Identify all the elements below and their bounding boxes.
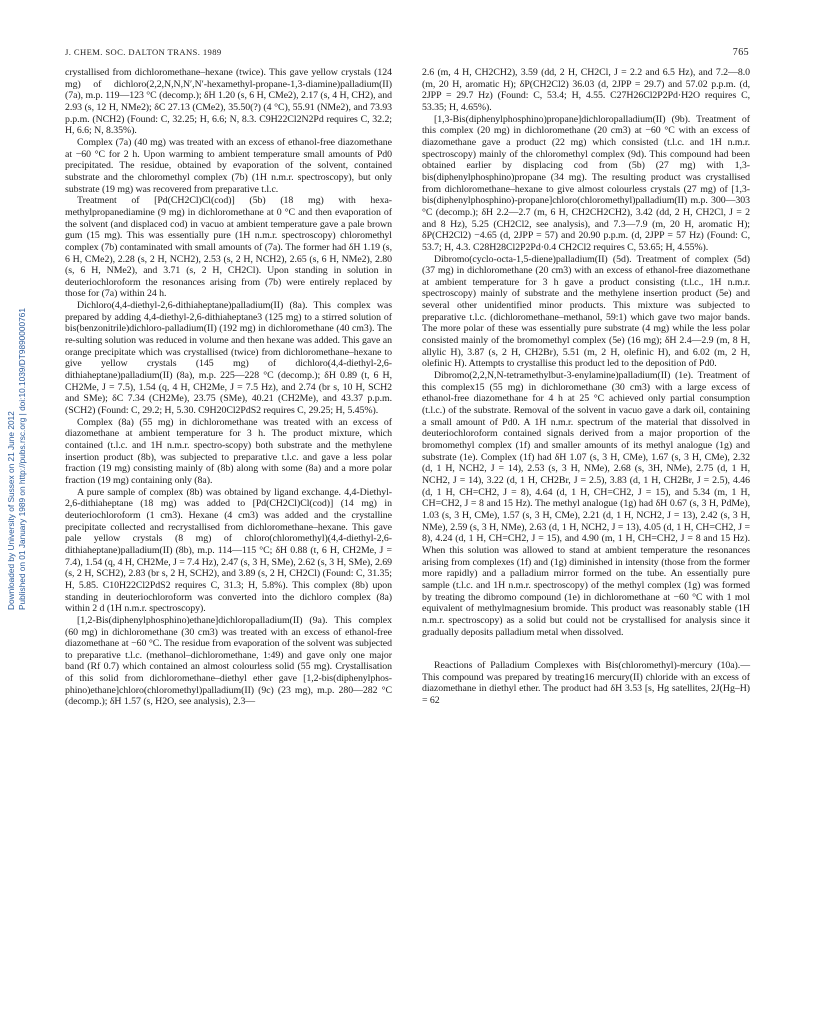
paragraph: Complex (8a) (55 mg) in dichloromethane was treated with an excess of diazomethane at ambient temperature for 3 h. The product mixture, which contained (t.l.c. and 1H n.m.r. spectro-scopy) both substrate and the methylene insertion product (8b), was subjected to preparative t.l.c. and gave a less polar fraction (19 mg) consisting mainly of (8b) along with some (8a) and a more polar fraction (19 mg) containing only (8a). [65,416,392,486]
left-column [65,67,392,708]
paragraph: crystallised from dichloromethane–hexane (twice). This gave yellow crystals (124 mg) of dichloro(2,2,N,N,N′,N′-hexamethyl-propane-1,3-diamine)palladium(II) (7a), m.p. 119—123 °C (decomp.); δH 1.20 (s, 6 H, CMe2), 2.17 (s, 4 H, CH2), and 2.93 (s, 12 H, NMe2); δC 27.13 (CMe2), 35.50(?) (4 °C), 55.91 (NMe2), and 73.93 p.p.m. (NCH2) (Found: C, 32.25; H, 6.6; N, 8.3. C9H22Cl2N2Pd requires C, 32.2; H, 6.6; N, 8.35%). [65,67,392,137]
paragraph: Dibromo(cyclo-octa-1,5-diene)palladium(II) (5d). Treatment of complex (5d) (37 mg) in dichloromethane (20 cm3) with an excess of ethanol-free diazomethane at ambient temperature for 3 h gave a product consisting (t.l.c., 1H n.m.r. spectroscopy) mainly of substrate and the methylene insertion product (5e) and several other unidentified minor products. This mixture was subjected to preparative t.l.c. (dichloromethane–methanol, 59:1) which gave two major bands. The more polar of these was essentially pure substrate (4 mg) while the less polar consisted mainly of the bromomethyl complex (5e) (16 mg); δH 2.4—2.9 (m, 8 H, allylic H), 3.87 (s, 2 H, CH2Br), 5.51 (m, 2 H, olefinic H), and 6.02 (m, 2 H, olefinic H). Attempts to crystallise this product led to the deposition of Pd0. [422,253,750,370]
paragraph: [1,3-Bis(diphenylphosphino)propane]dichloropalladium(II) (9b). Treatment of this complex (20 mg) in dichloromethane (20 cm3) at −60 °C with an excess of diazomethane gave a product (22 mg) which consisted (t.l.c. and 1H n.m.r. spectroscopy) mainly of the chloromethyl complex (9d). This compound had been obtained earlier by displacing cod from (5b) (27 mg) with 1,3-bis(diphenylphosphino)propane (34 mg). The resulting product was crystallised from dichloromethane–hexane to give almost colourless crystals (27 mg) of [1,3-bis(diphenylphosphino)-propane]chloro(chloromethyl)palladium(II) m.p. 300—303 °C (decomp.); δH 2.2—2.7 (m, 6 H, CH2CH2CH2), 3.42 (dd, 2 H, CH2Cl, J = 2 and 8 Hz), 5.25 (CH2Cl2, see analysis), and 7.3—7.9 (m, 20 H, aromatic H); δP(CH2Cl2) −4.65 (d, 2JPP = 57) and 20.90 p.p.m. (d, 2JPP = 57 Hz) (Found: C, 53.7; H, 4.3. C28H28Cl2P2Pd·0.4 CH2Cl2 requires C, 53.65; H, 4.55%). [422,113,750,253]
paragraph: 2.6 (m, 4 H, CH2CH2), 3.59 (dd, 2 H, CH2Cl, J = 2.2 and 6.5 Hz), and 7.2—8.0 (m, 20 H, aromatic H); δP(CH2Cl2) 36.03 (d, 2JPP = 29.7) and 57.02 p.p.m. (d, 2JPP = 29.7 Hz) (Found: C, 53.4; H, 4.55. C27H26Cl2P2Pd·H2O requires C, 53.35; H, 4.65%). [422,67,750,113]
paragraph: A pure sample of complex (8b) was obtained by ligand exchange. 4,4-Diethyl-2,6-dithiaheptane (18 mg) was added to [Pd(CH2Cl)Cl(cod)] (14 mg) in deuteriochloroform (1 cm3). Hexane (4 cm3) was added and the crystalline precipitate collected and recrystallised from dichloromethane–hexane. This gave pale yellow crystals (8 mg) of chloro(chloromethyl)(4,4-diethyl-2,6-dithiaheptane)palladium(II) (8b), m.p. 114—115 °C; δH 0.88 (t, 6 H, CH2Me, J = 7.4), 1.54 (q, 4 H, CH2Me, J = 7.4 Hz), 2.47 (s, 3 H, SMe), 2.62 (s, 3 H, SMe), 2.69 (s, 2 H, SCH2), 2.83 (br s, 2 H, SCH2), and 3.89 (s, 2 H, CH2Cl) (Found: C, 31.35; H, 5.85. C10H22Cl2PdS2 requires C, 31.3; H, 5.8%). This complex (8b) upon standing in deuteriochloroform was converted into the dichloro complex (8a) within 2 d (1H n.m.r. spectroscopy). [65,486,392,615]
page-number: 765 [732,47,749,58]
journal-citation: J. CHEM. SOC. DALTON TRANS. 1989 [65,47,222,57]
right-column [422,67,750,707]
paragraph: Complex (7a) (40 mg) was treated with an excess of ethanol-free diazomethane at −60 °C for 2 h. Upon warming to ambient temperature small amounts of Pd0 precipitated. The residue, obtained by evaporation of the solvent, contained substrate and the chloromethyl complex (7b) (1H n.m.r. spectroscopy), but only substrate (19 mg) was recovered from preparative t.l.c. [65,136,392,195]
running-head [65,47,749,61]
publication-note[interactable]: Published on 01 January 1989 on http://pubs.rsc.org | doi:10.1039/DT9890000761 [17,308,27,610]
paragraph: Dibromo(2,2,N,N-tetramethylbut-3-enylamine)palladium(II) (1e). Treatment of this complex15 (55 mg) in dichloromethane (30 cm3) with a large excess of ethanol-free diazomethane for 4 h at 25 °C achieved only partial consumption (t.l.c.) of the substrate. Removal of the solvent in vacuo gave a dark oil, containing a small amount of Pd0. A 1H n.m.r. spectrum of the material that dissolved in deuteriochloroform contained signals derived from a major proportion of the bromomethyl complex (1f) and smaller amounts of its methyl analogue (1g) and substrate (1e). Complex (1f) had δH 1.07 (s, 3 H, CMe), 1.67 (s, 3 H, CMe), 2.32 (d, 1 H, NCH2, J = 14), 2.53 (s, 3 H, NMe), 2.68 (s, 3H, NMe), 2.75 (d, 1 H, NCH2, J = 14), 3.22 (d, 1 H, CH2Br, J = 2.5), 3.83 (d, 1 H, CH2Br, J = 2.5), 4.46 (d, 1 H, CH=CH2, J = 8), 4.64 (d, 1 H, CH=CH2, J = 15), and 5.34 (m, 1 H, CH=CH2, J = 8 and 15 Hz). The methyl analogue (1g) had δH 0.67 (s, 3 H, PdMe), 1.03 (s, 3 H, CMe), 1.57 (s, 3 H, CMe), 2.21 (d, 1 H, NCH2, J = 13), 2.42 (s, 3 H, NMe), 2.59 (s, 3 H, NMe), 2.63 (d, 1 H, NCH2, J = 13), 4.05 (d, 1 H, CH=CH2, J = 8), 4.24 (d, 1 H, CH=CH2, J = 15), and 4.90 (m, 1 H, CH=CH2, J = 8 and 15 Hz). When this solution was allowed to stand at ambient temperature the resonances arising from complexes (1f) and (1g) diminished in intensity (those from the former more rapidly) and a palladium mirror formed on the tube. An essentially pure sample (t.l.c. and 1H n.m.r. spectroscopy) of the methyl complex (1g) was formed by treating the dibromo compound (1e) in dichloromethane at −60 °C with 1 mol equivalent of methylmagnesium bromide. This product was reasonably stable (1H n.m.r. spectroscopy) as a solid but could not be crystallised for analysis since it gradually deposits palladium metal when dissolved. [422,370,750,638]
download-watermark[interactable] [6,308,28,610]
paragraph: [1,2-Bis(diphenylphosphino)ethane]dichloropalladium(II) (9a). This complex (60 mg) in dichloromethane (30 cm3) was treated with an excess of ethanol-free diazomethane at −60 °C. The residue from evaporation of the solvent was subjected to preparative t.l.c. (methanol–dichloromethane, 1:49) and gave only one major band (Rf 0.7) which contained an almost colourless solid (55 mg). Crystallisation of this solid from dichloromethane–diethyl ether gave [1,2-bis(diphenylphos-phino)ethane]chloro(chloromethyl)palladium(II) (9c) (23 mg), m.p. 280—282 °C (decomp.); δH 1.57 (s, H2O, see analysis), 2.3— [65,614,392,708]
section-heading-paragraph: Reactions of Palladium Complexes with Bis(chloromethyl)-mercury (10a).—This compound was prepared by treating16 mercury(II) chloride with an excess of diazomethane in diethyl ether. The product had δH 3.53 [s, Hg satellites, 2J(Hg–H) = 62 [422,660,750,707]
paragraph: Treatment of [Pd(CH2Cl)Cl(cod)] (5b) (18 mg) with hexa-methylpropanediamine (9 mg) in dichloromethane at 0 °C and then evaporation of the solvent (and displaced cod) in vacuo at ambient temperature gave a pale brown gum (15 mg). This was essentially pure (1H n.m.r. spectroscopy) chloromethyl complex (7b) contaminated with small amounts of (7a). The former had δH 1.19 (s, 6 H, CMe2), 2.28 (s, 2 H, NCH2), 2.53 (s, 2 H, NCH2), 2.65 (s, 6 H, NMe2), 2.80 (s, 6 H, NMe2), and 3.71 (s, 2 H, CH2Cl). Upon standing in solution in deuteriochloroform the resonances arising from (7b) were entirely replaced by those for (7a) within 24 h. [65,195,392,300]
download-note: Downloaded by University of Sussex on 21 June 2012 [6,411,16,610]
paragraph: Dichloro(4,4-diethyl-2,6-dithiaheptane)palladium(II) (8a). This complex was prepared by adding 4,4-diethyl-2,6-dithiaheptane3 (125 mg) to a stirred solution of bis(benzonitrile)dichloro-palladium(II) (192 mg) in dichloromethane (40 cm3). The re-sulting solution was reduced in volume and then hexane was added. This gave an orange precipitate which was crystallised (twice) from dichloromethane–hexane to give yellow crystals (145 mg) of dichloro(4,4-diethyl-2,6-dithiaheptane)palladium(II) (8a), m.p. 225—228 °C (decomp.); δH 0.89 (t, 6 H, CH2Me, J = 7.5), 1.54 (q, 4 H, CH2Me, J = 7.5 Hz), and 2.74 (br s, 10 H, SCH2 and SMe); δC 7.34 (CH2Me), 23.75 (SMe), 40.21 (CH2Me), and 43.37 p.p.m. (SCH2) (Found: C, 29.2; H, 5.30. C9H20Cl2PdS2 requires C, 29.25; H, 5.45%). [65,300,392,417]
